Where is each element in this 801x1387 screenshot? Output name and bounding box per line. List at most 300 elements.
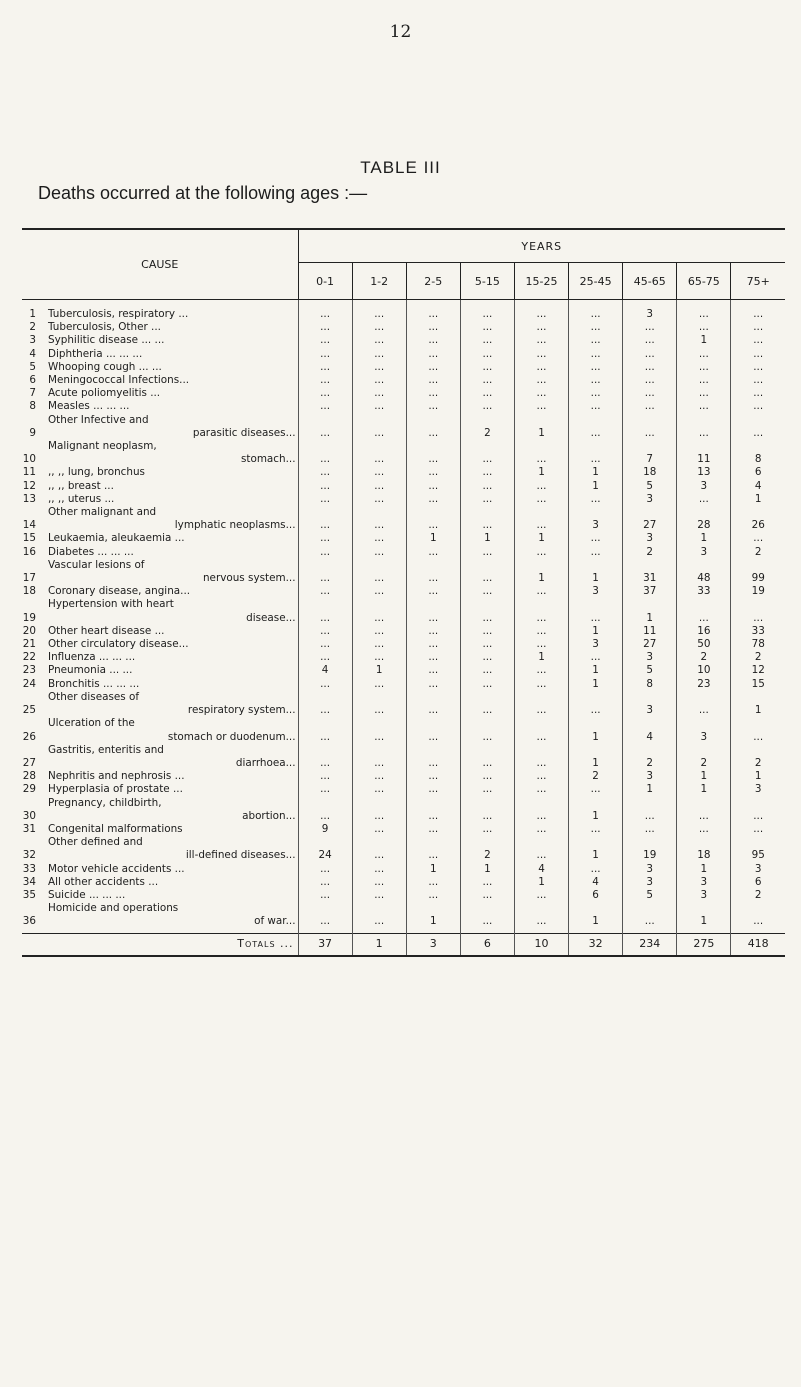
cause-label: Hypertension with heart (48, 598, 174, 611)
death-count-cell: ... (352, 691, 406, 717)
death-count-cell: ... (514, 321, 568, 334)
cause-cell (40, 717, 298, 743)
cause-cell (40, 532, 298, 545)
cause-label: Homicide and operations (48, 902, 179, 915)
death-count-cell: ... (352, 678, 406, 691)
cause-cell (40, 783, 298, 796)
cause-label: Acute poliomyelitis ... (48, 387, 161, 400)
row-number: 31 (22, 822, 36, 835)
death-count-cell: 3 (623, 863, 677, 876)
death-count-cell: 27 (623, 506, 677, 532)
table-row (22, 678, 785, 691)
death-count-cell: 3 (623, 300, 677, 322)
death-count-cell: ... (514, 664, 568, 677)
death-count-cell: ... (731, 797, 785, 823)
death-count-cell: 1 (514, 651, 568, 664)
row-number: 32 (22, 849, 36, 862)
row-number: 28 (22, 770, 36, 783)
death-count-cell: ... (298, 889, 352, 902)
death-count-cell: ... (298, 334, 352, 347)
death-count-cell: ... (731, 348, 785, 361)
death-count-cell: 3 (677, 889, 731, 902)
death-count-cell: ... (460, 717, 514, 743)
death-count-cell: ... (352, 506, 406, 532)
death-count-cell: ... (460, 400, 514, 413)
death-count-cell: ... (623, 400, 677, 413)
death-count-cell: 28 (677, 506, 731, 532)
death-count-cell: 24 (298, 836, 352, 862)
death-count-cell: ... (514, 348, 568, 361)
cause-cell (40, 625, 298, 638)
cause-cell (40, 334, 298, 347)
death-count-cell: ... (406, 361, 460, 374)
death-count-cell: ... (731, 334, 785, 347)
table-row (22, 414, 785, 440)
death-count-cell: ... (352, 493, 406, 506)
death-count-cell: ... (406, 770, 460, 783)
row-number: 36 (22, 915, 36, 928)
death-count-cell: ... (623, 414, 677, 440)
death-count-cell: ... (298, 744, 352, 770)
death-count-cell: ... (731, 414, 785, 440)
death-count-cell: 10 (677, 664, 731, 677)
death-count-cell: 27 (623, 638, 677, 651)
death-count-cell: ... (298, 321, 352, 334)
death-count-cell: 5 (623, 480, 677, 493)
cause-cell (40, 300, 298, 322)
death-count-cell: 26 (731, 506, 785, 532)
row-number: 34 (22, 875, 36, 888)
death-count-cell: ... (677, 691, 731, 717)
cause-cell (40, 374, 298, 387)
death-count-cell: 5 (623, 889, 677, 902)
death-count-cell: 1 (677, 532, 731, 545)
death-count-cell: 2 (731, 744, 785, 770)
death-count-cell: ... (514, 744, 568, 770)
table-row (22, 876, 785, 889)
death-count-cell: 2 (731, 651, 785, 664)
death-count-cell: ... (731, 902, 785, 933)
death-count-cell: ... (514, 493, 568, 506)
cause-cell (40, 876, 298, 889)
death-count-cell: ... (352, 717, 406, 743)
death-count-cell: 2 (731, 889, 785, 902)
age-group-header: 25-45 (569, 263, 623, 300)
table-row (22, 585, 785, 598)
death-count-cell: ... (623, 387, 677, 400)
death-count-cell: ... (569, 546, 623, 559)
death-count-cell: ... (352, 466, 406, 479)
death-count-cell: 2 (569, 770, 623, 783)
table-row (22, 598, 785, 624)
death-count-cell: 2 (731, 546, 785, 559)
death-count-cell: ... (460, 466, 514, 479)
table-row (22, 836, 785, 862)
death-count-cell: 78 (731, 638, 785, 651)
table-row (22, 889, 785, 902)
table-row (22, 400, 785, 413)
death-count-cell: ... (460, 506, 514, 532)
death-count-cell: ... (569, 823, 623, 836)
death-count-cell: 3 (623, 532, 677, 545)
death-count-cell: ... (298, 638, 352, 651)
page-number: 12 (389, 22, 412, 42)
table-row (22, 691, 785, 717)
death-count-cell: ... (623, 797, 677, 823)
row-number: 8 (29, 400, 36, 413)
cause-cell (40, 678, 298, 691)
death-count-cell: 4 (731, 480, 785, 493)
table-row (22, 480, 785, 493)
death-count-cell: ... (460, 361, 514, 374)
cause-label: Other defined and (48, 836, 143, 849)
death-count-cell: ... (677, 387, 731, 400)
death-count-cell: 31 (623, 559, 677, 585)
death-count-cell: ... (298, 651, 352, 664)
death-count-cell: ... (406, 585, 460, 598)
cause-cell (40, 638, 298, 651)
death-count-cell: ... (298, 506, 352, 532)
cause-cell (40, 744, 298, 770)
death-count-cell: 1 (569, 797, 623, 823)
death-count-cell: ... (406, 387, 460, 400)
death-count-cell: ... (352, 638, 406, 651)
death-count-cell: ... (514, 546, 568, 559)
death-count-cell: ... (298, 300, 352, 322)
cause-cell (40, 664, 298, 677)
death-count-cell: ... (298, 678, 352, 691)
cause-cell (40, 651, 298, 664)
cause-label: Bronchitis ... ... ... (48, 677, 140, 690)
cause-label-continuation: of war... (254, 915, 296, 928)
death-count-cell: 11 (623, 625, 677, 638)
row-number: 21 (22, 638, 36, 651)
row-number: 27 (22, 756, 36, 769)
death-count-cell: ... (569, 863, 623, 876)
death-count-cell: ... (460, 638, 514, 651)
death-count-cell: 1 (460, 863, 514, 876)
death-count-cell: ... (514, 625, 568, 638)
death-count-cell: 3 (623, 493, 677, 506)
age-group-header: 1-2 (352, 263, 406, 300)
death-count-cell: ... (298, 414, 352, 440)
death-count-cell: ... (298, 348, 352, 361)
table-row (22, 334, 785, 347)
cause-label-continuation: disease... (246, 611, 296, 624)
death-count-cell: ... (352, 651, 406, 664)
total-value: 234 (623, 933, 677, 956)
death-count-cell: 3 (731, 863, 785, 876)
death-count-cell: ... (352, 414, 406, 440)
row-number: 5 (29, 360, 36, 373)
death-count-cell: ... (514, 374, 568, 387)
cause-label: ,, ,, uterus ... (48, 492, 115, 505)
death-count-cell: ... (406, 440, 460, 466)
death-count-cell: 12 (731, 664, 785, 677)
death-count-cell: ... (460, 651, 514, 664)
death-count-cell: 2 (677, 744, 731, 770)
death-count-cell: ... (352, 823, 406, 836)
death-count-cell: 1 (406, 532, 460, 545)
death-count-cell: ... (569, 361, 623, 374)
death-count-cell: ... (406, 559, 460, 585)
cause-label: Vascular lesions of (48, 558, 145, 571)
death-count-cell: ... (460, 321, 514, 334)
death-count-cell: ... (460, 387, 514, 400)
cause-label: Meningococcal Infections... (48, 374, 190, 387)
death-count-cell: ... (352, 321, 406, 334)
death-count-cell: 1 (569, 625, 623, 638)
death-count-cell: ... (460, 797, 514, 823)
row-number: 7 (29, 387, 36, 400)
death-count-cell: ... (460, 783, 514, 796)
cause-cell (40, 400, 298, 413)
table-row (22, 348, 785, 361)
death-count-cell: ... (569, 414, 623, 440)
death-count-cell: ... (352, 902, 406, 933)
death-count-cell: ... (514, 506, 568, 532)
death-count-cell: 9 (298, 823, 352, 836)
death-count-cell: ... (352, 770, 406, 783)
death-count-cell: ... (623, 374, 677, 387)
death-count-cell: ... (460, 902, 514, 933)
death-count-cell: ... (460, 664, 514, 677)
cause-header: CAUSE (22, 229, 298, 300)
death-count-cell: 2 (460, 414, 514, 440)
death-count-cell: 99 (731, 559, 785, 585)
death-count-cell: ... (514, 440, 568, 466)
death-count-cell: 2 (623, 546, 677, 559)
death-count-cell: ... (460, 691, 514, 717)
death-count-cell: ... (569, 532, 623, 545)
death-count-cell: ... (298, 783, 352, 796)
death-count-cell: ... (514, 387, 568, 400)
death-count-cell: ... (406, 348, 460, 361)
death-count-cell: ... (677, 374, 731, 387)
death-count-cell: ... (623, 321, 677, 334)
death-count-cell: ... (406, 466, 460, 479)
table-row (22, 374, 785, 387)
death-count-cell: ... (406, 598, 460, 624)
death-count-cell: ... (460, 374, 514, 387)
death-count-cell: 1 (569, 466, 623, 479)
row-number: 4 (29, 347, 36, 360)
cause-label-continuation: stomach or duodenum... (167, 730, 296, 743)
cause-cell (40, 770, 298, 783)
death-count-cell: ... (298, 559, 352, 585)
death-count-cell: ... (298, 493, 352, 506)
death-count-cell: ... (352, 532, 406, 545)
cause-label-continuation: stomach... (240, 453, 296, 466)
death-count-cell: ... (460, 744, 514, 770)
table-row (22, 783, 785, 796)
death-count-cell: ... (352, 625, 406, 638)
cause-cell (40, 506, 298, 532)
death-count-cell: ... (406, 797, 460, 823)
death-count-cell: 1 (514, 876, 568, 889)
death-count-cell: ... (460, 823, 514, 836)
death-count-cell: ... (298, 546, 352, 559)
total-value: 1 (352, 933, 406, 956)
death-count-cell: ... (352, 797, 406, 823)
death-count-cell: 3 (677, 480, 731, 493)
cause-label: Coronary disease, angina... (48, 585, 191, 598)
death-count-cell: ... (514, 889, 568, 902)
death-count-cell: 1 (677, 334, 731, 347)
table-row (22, 387, 785, 400)
death-count-cell: ... (514, 678, 568, 691)
cause-label: Congenital malformations (48, 822, 183, 835)
death-count-cell: ... (352, 836, 406, 862)
death-count-cell: ... (460, 678, 514, 691)
totals-label: Totals ... (22, 933, 298, 956)
death-count-cell: 1 (514, 414, 568, 440)
cause-label-continuation: parasitic diseases... (192, 426, 296, 439)
death-count-cell: 6 (731, 876, 785, 889)
cause-label: Other circulatory disease... (48, 638, 189, 651)
cause-cell (40, 361, 298, 374)
death-count-cell: 11 (677, 440, 731, 466)
death-count-cell: ... (406, 480, 460, 493)
cause-cell (40, 480, 298, 493)
table-row (22, 546, 785, 559)
death-count-cell: 7 (623, 440, 677, 466)
death-count-cell: ... (460, 334, 514, 347)
death-count-cell: 3 (623, 651, 677, 664)
death-count-cell: 6 (731, 466, 785, 479)
death-count-cell: ... (298, 440, 352, 466)
death-count-cell: ... (569, 400, 623, 413)
cause-label: Other diseases of (48, 690, 139, 703)
row-number: 26 (22, 730, 36, 743)
death-count-cell: ... (352, 348, 406, 361)
cause-cell (40, 440, 298, 466)
table-row (22, 300, 785, 322)
death-count-cell: 1 (352, 664, 406, 677)
total-value: 275 (677, 933, 731, 956)
cause-label-continuation: ill-defined diseases... (185, 849, 296, 862)
death-count-cell: ... (677, 361, 731, 374)
death-count-cell: 33 (677, 585, 731, 598)
cause-label: Malignant neoplasm, (48, 440, 157, 453)
death-count-cell: 1 (569, 744, 623, 770)
row-number: 9 (29, 426, 36, 439)
death-count-cell: 4 (514, 863, 568, 876)
table-row (22, 321, 785, 334)
death-count-cell: ... (352, 783, 406, 796)
death-count-cell: ... (623, 902, 677, 933)
death-count-cell: ... (731, 387, 785, 400)
death-count-cell: 2 (460, 836, 514, 862)
death-count-cell: ... (298, 625, 352, 638)
death-count-cell: ... (406, 400, 460, 413)
cause-label: Other Infective and (48, 413, 149, 426)
death-count-cell: 2 (677, 651, 731, 664)
cause-cell (40, 466, 298, 479)
cause-cell (40, 902, 298, 933)
death-count-cell: 3 (731, 783, 785, 796)
death-count-cell: ... (514, 585, 568, 598)
death-count-cell: ... (352, 598, 406, 624)
death-count-cell: ... (406, 678, 460, 691)
death-count-cell: ... (677, 598, 731, 624)
cause-label: Tuberculosis, respiratory ... (48, 308, 189, 320)
death-count-cell: 4 (298, 664, 352, 677)
death-count-cell: ... (298, 387, 352, 400)
cause-label: Diabetes ... ... ... (48, 545, 134, 558)
cause-cell (40, 836, 298, 862)
table-row (22, 506, 785, 532)
death-count-cell: ... (298, 532, 352, 545)
age-group-header: 45-65 (623, 263, 677, 300)
table-row (22, 717, 785, 743)
death-count-cell: ... (352, 361, 406, 374)
death-count-cell: 3 (623, 691, 677, 717)
death-count-cell: 3 (623, 876, 677, 889)
death-count-cell: ... (514, 638, 568, 651)
death-count-cell: 1 (677, 863, 731, 876)
table-row (22, 559, 785, 585)
cause-label-continuation: respiratory system... (187, 704, 296, 717)
death-count-cell: ... (514, 598, 568, 624)
death-count-cell: ... (298, 598, 352, 624)
death-count-cell: 19 (731, 585, 785, 598)
death-count-cell: ... (298, 374, 352, 387)
death-count-cell: ... (677, 348, 731, 361)
death-count-cell: ... (298, 797, 352, 823)
death-count-cell: ... (298, 585, 352, 598)
death-count-cell: 3 (569, 585, 623, 598)
cause-cell (40, 889, 298, 902)
death-count-cell: ... (406, 374, 460, 387)
death-count-cell: 3 (569, 506, 623, 532)
table-row (22, 638, 785, 651)
death-count-cell: 1 (569, 480, 623, 493)
table-row (22, 744, 785, 770)
cause-label: Pregnancy, childbirth, (48, 796, 162, 809)
death-count-cell: ... (352, 559, 406, 585)
row-number: 33 (22, 862, 36, 875)
cause-cell (40, 414, 298, 440)
death-count-cell: ... (460, 585, 514, 598)
death-count-cell: ... (569, 300, 623, 322)
death-count-cell: 1 (731, 493, 785, 506)
death-count-cell: 1 (731, 770, 785, 783)
cause-label: Syphilitic disease ... ... (48, 334, 165, 347)
death-count-cell: ... (460, 300, 514, 322)
death-count-cell: ... (569, 440, 623, 466)
death-count-cell: ... (623, 348, 677, 361)
death-count-cell: ... (514, 480, 568, 493)
total-value: 6 (460, 933, 514, 956)
age-group-header: 2-5 (406, 263, 460, 300)
death-count-cell: 1 (569, 902, 623, 933)
death-count-cell: ... (514, 400, 568, 413)
age-group-header: 75+ (731, 263, 785, 300)
table-row (22, 625, 785, 638)
death-count-cell: ... (623, 334, 677, 347)
cause-cell (40, 585, 298, 598)
death-count-cell: 4 (623, 717, 677, 743)
death-count-cell: 19 (623, 836, 677, 862)
death-count-cell: ... (569, 348, 623, 361)
death-count-cell: ... (352, 480, 406, 493)
death-count-cell: 16 (677, 625, 731, 638)
table-row (22, 797, 785, 823)
cause-label: Influenza ... ... ... (48, 651, 136, 664)
death-count-cell: ... (352, 546, 406, 559)
cause-cell (40, 546, 298, 559)
